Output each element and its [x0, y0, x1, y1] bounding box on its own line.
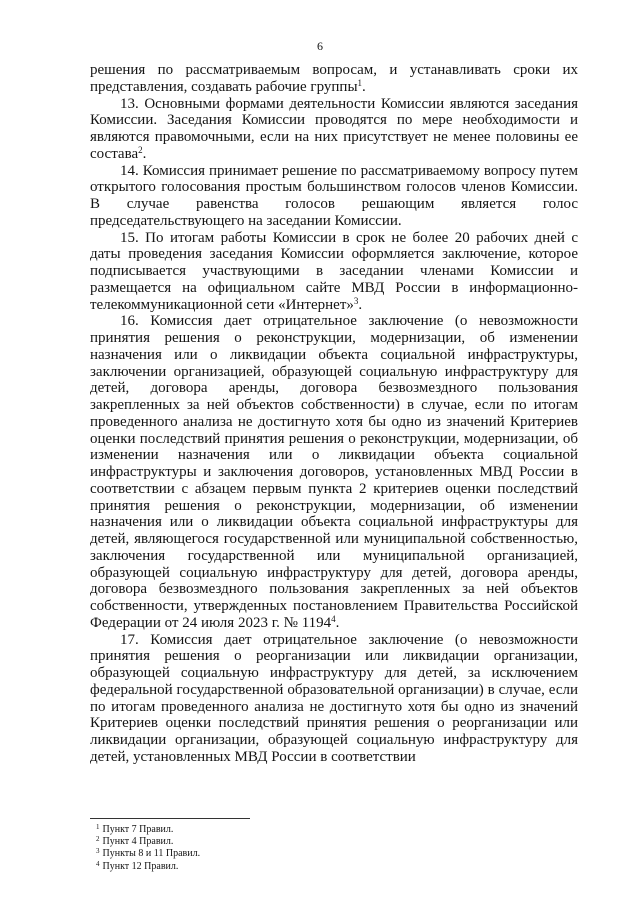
footnote: $^1$ Пункт 7 Правил.: [96, 823, 174, 835]
paragraph-15: 15. По итогам работы Комиссии в срок не более 20 рабочих дней с даты проведения заседания Комиссии оформляется заключение, которое подписывается участвующими в заседании членами Комиссии и размещается на официальном сайте МВД России в информационно-телекоммуникационной сети «Интернет»$^3$.: [90, 229, 578, 313]
paragraph-13: 13. Основными формами деятельности Комиссии являются заседания Комиссии. Заседания Комиссии проводятся по мере необходимости и являются правомочными, если на них присутствует не менее половины ее состава$^2$.: [90, 95, 578, 162]
footnote: $^4$ Пункт 12 Правил.: [96, 859, 179, 872]
paragraph-14: 14. Комиссия принимает решение по рассматриваемому вопросу путем открытого голосования простым большинством голосов членов Комиссии. В случае равенства голосов решающим является голос председательствующего на заседании Комиссии.: [90, 162, 578, 229]
paragraph-16: 16. Комиссия дает отрицательное заключение (о невозможности принятия решения о реконструкции, модернизации, об изменении назначения или о ликвидации объекта социальной инфраструктуры, заключении организацией, образующей социальную инфраструктуру для детей, договора аренды, договора безвозмездного пользования закрепленных за ней объектов собственности) в случае, если по итогам проведенного анализа не достигнуто хотя бы одно из значений Критериев оценки последствий принятия решения о реконструкции, модернизации, об изменении назначения или о ликвидации объекта социальной инфраструктуры и заключения договоров, установленных МВД России в соответствии с абзацем первым пункта 2 критериев оценки последствий принятия решения о реконструкции, модернизации, об изменении назначения или о ликвидации объекта социальной инфраструктуры для детей, являющегося государственной или муниципальной собственностью, заключения государственной или муниципальной организацией, образующей социальную инфраструктуру для детей, договора аренды, договора безвозмездного пользования закрепленных за ней объектов собственности, утвержденных постановлением Правительства Российской Федерации от 24 июля 2023 г. № 1194$^4$.: [90, 313, 578, 631]
paragraph-17: 17. Комиссия дает отрицательное заключение (о невозможности принятия решения о реорганизации или ликвидации организации, образующей социальную инфраструктуру для детей, за исключением федеральной государственной образовательной организации) в случае, если по итогам проведенного анализа не достигнуто хотя бы одно из значений Критериев оценки последствий принятия решения о реорганизации или ликвидации организации, образующей социальную инфраструктуру для детей, установленных МВД России в соответствии: [90, 631, 578, 765]
footnotes: [96, 824, 200, 873]
document-body: [90, 62, 578, 766]
footnote-ref: 3: [353, 295, 359, 306]
page-number: 6: [317, 39, 323, 53]
footnote-ref: 1: [357, 77, 363, 88]
footnote-ref: 4: [331, 613, 336, 624]
footnote-ref: 2: [138, 144, 143, 155]
footnote: $^2$ Пункт 4 Правил.: [96, 835, 174, 848]
footnote-separator: [90, 818, 250, 819]
paragraph-12-continuation: решения по рассматриваемым вопросам, и устанавливать сроки их представления, создавать рабочие группы$^1$.: [90, 62, 578, 95]
footnote: $^3$ Пункты 8 и 11 Правил.: [96, 847, 201, 860]
